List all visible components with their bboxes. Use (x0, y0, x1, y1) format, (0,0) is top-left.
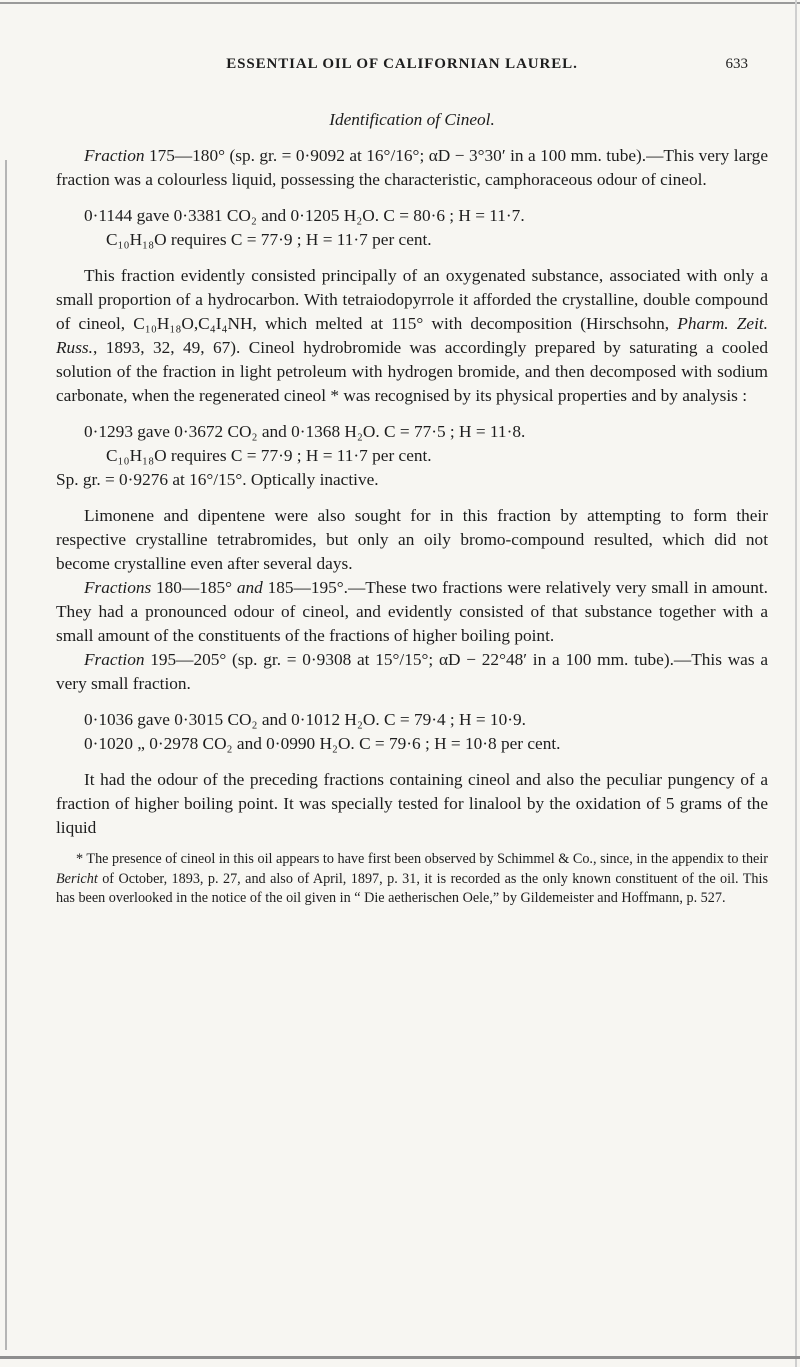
paragraph-oxygenated (56, 264, 768, 408)
fraction-range: 185—195°. (262, 578, 348, 597)
analysis-line: 0·1293 gave 0·3672 CO₂ and 0·1368 H₂O. C = 77·5 ; H = 11·8. (84, 422, 526, 441)
paragraph-text: This fraction evidently consisted principally of an oxygenated substance, associated with only a small proportion of a hydrocarbon. With tetraiodopyrrole it afforded the crystalline, double compound of cineol, C₁₀H₁₈O,C₄I₄NH, which melted at 115° with decomposition (Hirschsohn, (56, 266, 768, 333)
page-number: 633 (725, 56, 748, 72)
fraction-range: 180—185° (151, 578, 237, 597)
paragraph-text: —These two fractions were relatively very small in amount. They had a pronounced odour of cineol, and evidently consisted of that substance together with a small amount of the constituents of the fractions of higher boiling point. (56, 578, 768, 645)
analysis-line: C₁₀H₁₈O requires C = 77·9 ; H = 11·7 per cent. (106, 230, 432, 249)
analysis-line: C₁₀H₁₈O requires C = 77·9 ; H = 11·7 per cent. (106, 446, 432, 465)
fraction-lead: Fraction (84, 146, 145, 165)
fraction-lead: Fraction (84, 650, 145, 669)
left-border (5, 160, 7, 1350)
top-border (0, 2, 800, 4)
analysis-line: 0·1036 gave 0·3015 CO₂ and 0·1012 H₂O. C = 79·4 ; H = 10·9. (84, 710, 526, 729)
footnote-text (56, 850, 768, 909)
analysis-line: 0·1144 gave 0·3381 CO₂ and 0·1205 H₂O. C = 80·6 ; H = 11·7. (84, 206, 525, 225)
and-word: and (236, 578, 263, 597)
paragraph-text: , 1893, 32, 49, 67). Cineol hydrobromide was accordingly prepared by saturating a cooled solution of the fraction in light petroleum with hydrogen bromide, and then decomposed with sodium carbonate, when the regenerated cineol * was recognised by its physical properties and by analysis : (56, 338, 768, 405)
paragraph-text: 195—205° (sp. gr. = 0·9308 at 15°/15°; αD − 22°48′ in a 100 mm. tube).—This was a very small fraction. (56, 650, 768, 693)
footnote-part: of October, 1893, p. 27, and also of April, 1897, p. 31, it is recorded as the only known constituent of the oil. This has been overlooked in the notice of the oil given in “ Die aetherischen Oele,” by Gildemeister and Hoffmann, p. 527. (56, 870, 768, 906)
analysis-block-1 (84, 204, 768, 252)
analysis-line: Sp. gr. = 0·9276 at 16°/15°. Optically inactive. (56, 470, 379, 489)
paragraph-limonene: Limonene and dipentene were also sought for in this fraction by attempting to form their respective crystalline tetrabromides, but only an oily bromo-compound resulted, which did not become crystalline even after several days. (56, 506, 768, 573)
analysis-block-3 (84, 708, 768, 756)
footnote (56, 850, 768, 909)
header-title: ESSENTIAL OIL OF CALIFORNIAN LAUREL. (226, 56, 578, 72)
section-title: Identification of Cineol. (329, 110, 495, 129)
bottom-border (0, 1356, 800, 1359)
paragraph-text: 175—180° (sp. gr. = 0·9092 at 16°/16°; αD − 3°30′ in a 100 mm. tube).—This very large fraction was a colourless liquid, possessing the characteristic, camphoraceous odour of cineol. (56, 146, 768, 189)
paragraph-fractions-180-195 (56, 576, 768, 648)
fraction-lead: Fractions (84, 578, 152, 597)
paragraph-linalool: It had the odour of the preceding fractions containing cineol and also the peculiar pungency of a fraction of higher boiling point. It was specially tested for linalool by the oxidation of 5 grams of the liquid (56, 770, 768, 837)
running-header (56, 56, 748, 73)
paragraph-fraction-175 (56, 144, 768, 192)
analysis-block-2 (56, 420, 768, 492)
footnote-part: * The presence of cineol in this oil appears to have first been observed by Schimmel & Co., since, in the appendix to their (76, 851, 768, 867)
bericht-title: Bericht (56, 870, 98, 887)
page-content (56, 108, 768, 909)
journal-name: Pharm. Zeit. Russ. (56, 314, 768, 357)
right-border (795, 0, 797, 1367)
analysis-line: 0·1020 „ 0·2978 CO₂ and 0·0990 H₂O. C = 79·6 ; H = 10·8 per cent. (84, 734, 561, 753)
paragraph-fraction-195 (56, 648, 768, 696)
